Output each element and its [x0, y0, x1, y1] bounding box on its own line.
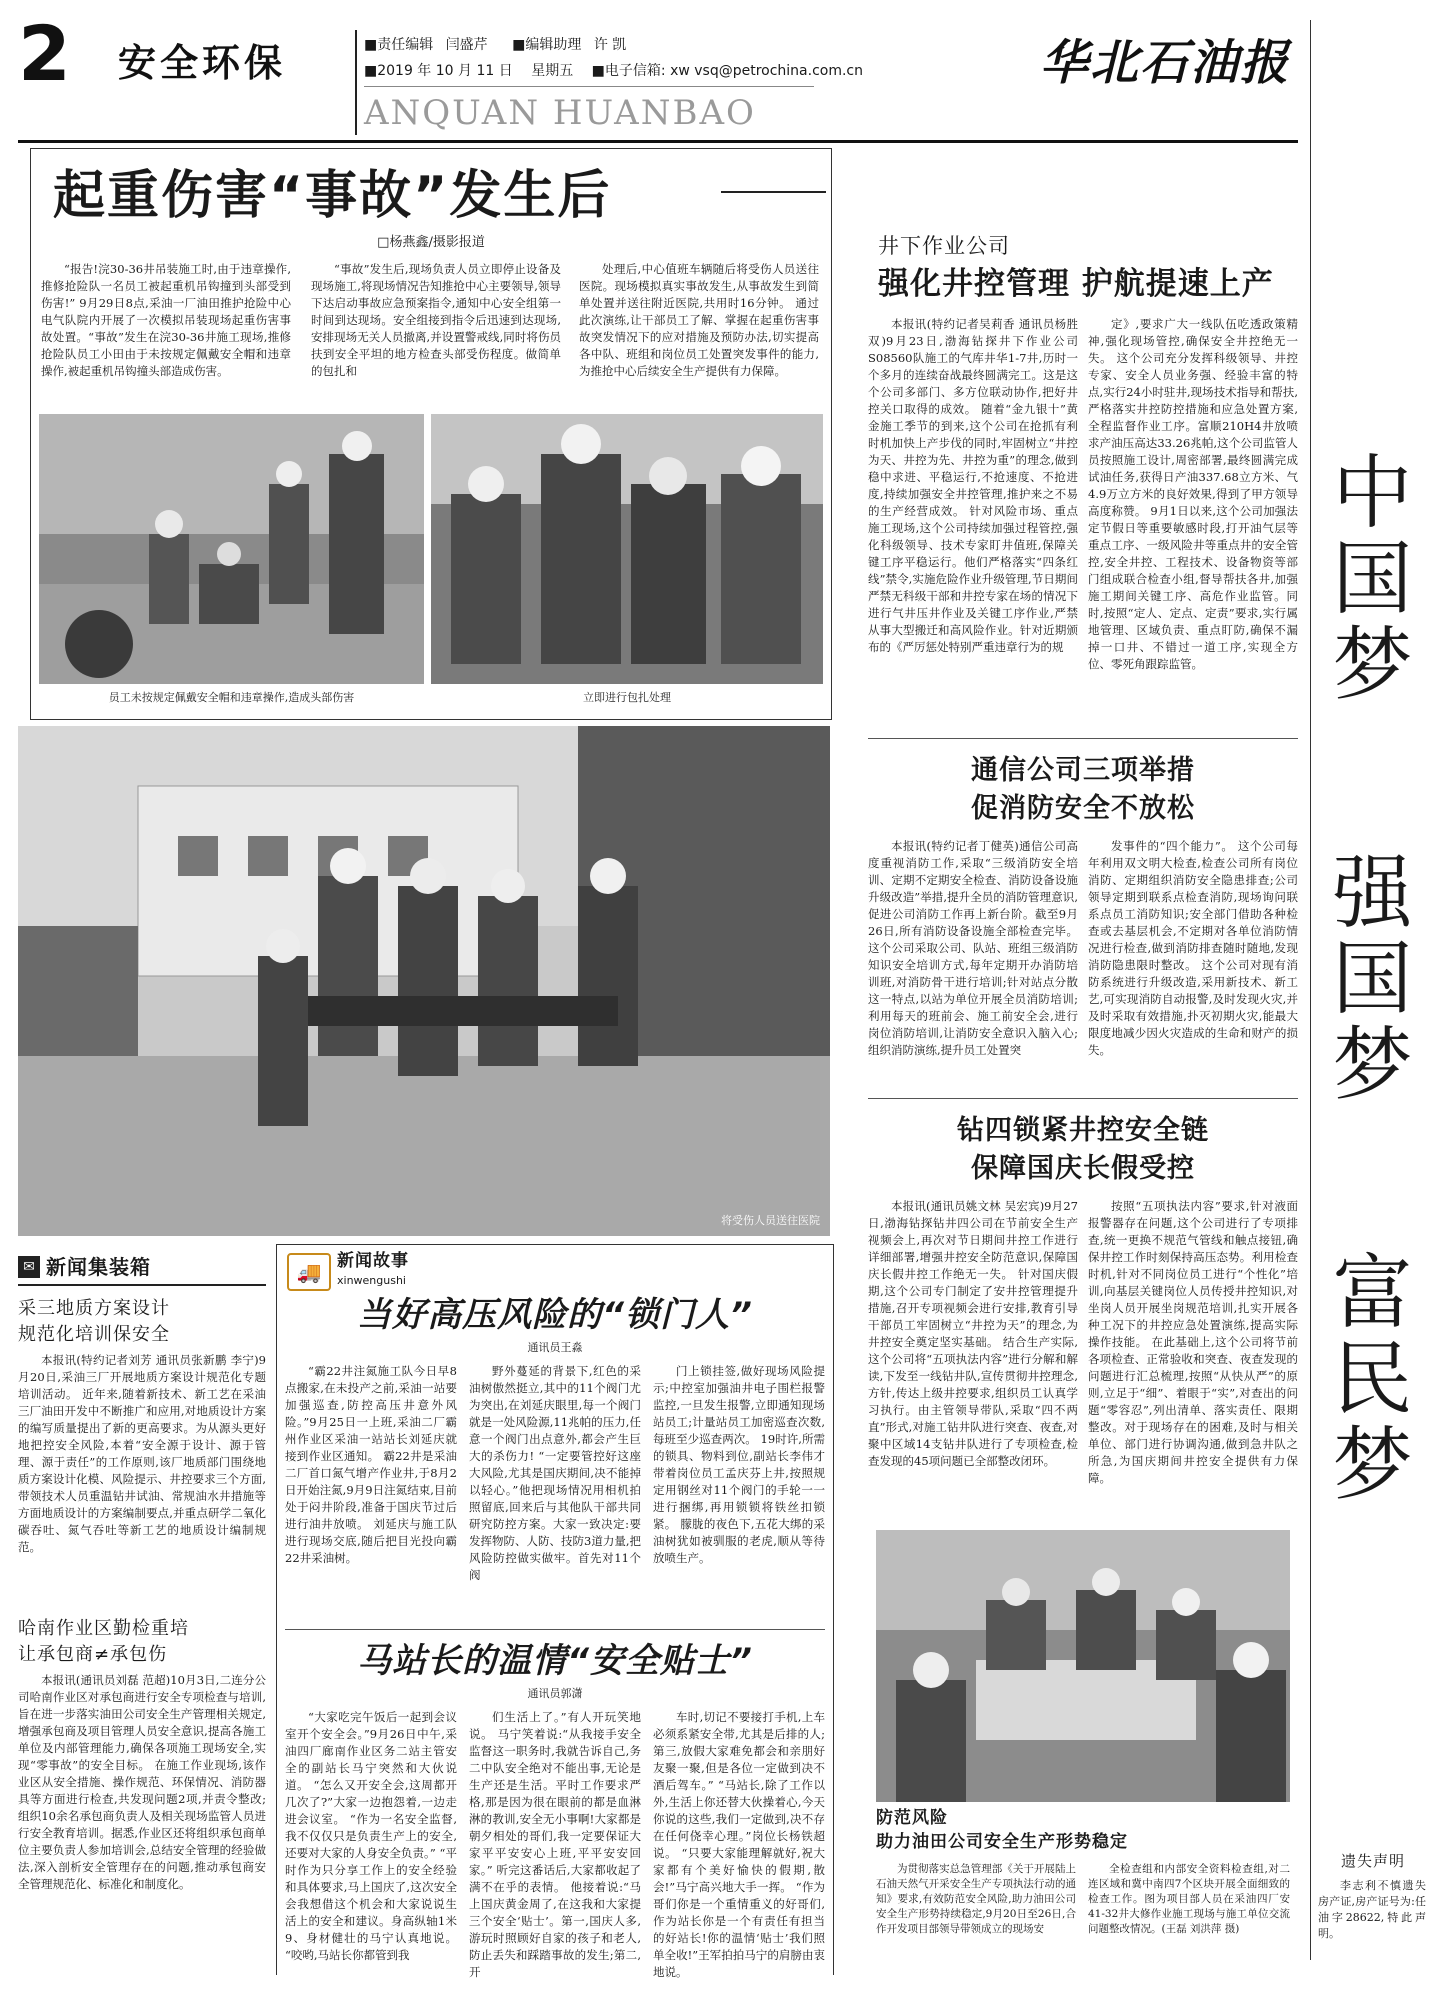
drill-headline-1: 钻四锁紧井控安全链 [957, 1115, 1209, 1146]
story-well [868, 232, 1298, 732]
notice-title: 遗失声明 [1340, 1852, 1405, 1870]
lost-notice [1310, 1850, 1430, 1960]
item1-title-2: 规范化培训保安全 [18, 1324, 170, 1345]
well-headline: 强化井控管理 护航提速上产 [878, 266, 1274, 302]
date-line [364, 60, 984, 80]
assistant-name: 许 凯 [593, 37, 627, 53]
photo-story-col-2: 全检查组和内部安全资料检查组,对二连区域和冀中南四7个区块开展全面细致的检查工作。图为项目部人员在采油四厂安41-32井大修作业施工现场与施工单位交流问题整改情况。(王磊 刘洪萍 摄) [1088, 1863, 1290, 1935]
item1-title-1: 采三地质方案设计 [18, 1298, 170, 1319]
photo-stretcher [18, 726, 830, 1236]
notice-body: 李志利不慎遗失房产证,房产证号为:任油字28622,特此声明。 [1318, 1879, 1426, 1940]
comm-col-2: 发事件的“四个能力”。 这个公司每年利用双文明大检查,检查公司所有岗位消防、定期组织消防安全隐患排查;公司领导定期到联系点检查消防,现场询问联系点员工消防知识;安全部门借助各种检查或去基层机会,不定期对各单位消防情况进行检查,做到消防排查随时随地,发现消防隐患限时整改。 这个公司对现有消防系统进行升级改造,采用新技术、新工艺,可实现消防自动报警,及时发现火灾,并及时采取有效措施,扑灭初期火灾,能最大限度地减少因火灾造成的生命和财产的损失。 [1088, 839, 1298, 1057]
comm-col-1: 本报讯(特约记者丁健英)通信公司高度重视消防工作,采取“三级消防安全培训、定期不定期安全检查、消防设备设施升级改造”举措,提升全员的消防管理意识,促进公司消防工作再上新台阶。截至9月26日,所有消防设备设施全部检查完毕。 这个公司采取公司、队站、班组三级消防知识安全培训方式,每年定期开办消防培训班,对消防骨干进行培训;针对站点分散这一特点,以站为单位开展全员消防培训;利用每天的班前会、施工前安全会,进行岗位消防培训,让消防安全意识入脑入心;组织消防演练,提升员工处置突 [868, 839, 1078, 1057]
news-story [276, 1244, 834, 1979]
editor-name: 闫盛芹 [445, 37, 488, 53]
story2-col-2: 们生活上了。”有人开玩笑地说。 马宁笑着说:“从我接手安全监督这一职务时,我就告诉自己,务二中队安全绝对不能出事,无论是生产还是生活。平时工作要求严格,那是因为很在眼前的都是血淋淋的教训,安全无小事啊!大家都是朝夕相处的哥们,我一定要保证大家平平安安心上班,平平安安回家。” 听完这番话后,大家都收起了满不在乎的表情。 他接着说:“马上国庆黄金周了,在这我和大家提三个安全‘贴士’。第一,国庆人多,游玩时照顾好自家的孩子和老人,防止丢失和踩踏事故的发生;第二,开 [469, 1710, 641, 1979]
lead-col-2: “事故”发生后,现场负责人员立即停止设备及现场施工,将现场情况告知推抢中心主要领导,领导下达启动事故应急预案指令,通知中心安全组第一时间到达现场。安全组接到指令后迅速到达现场,安排现场无关人员撤离,并设置警戒线,同时将伤员扶到安全平坦的地方检查头部受伤程度。做简单的包扎和 [311, 262, 561, 378]
story1-col-1: “霸22井注氮施工队今日早8点搬家,在未投产之前,采油一站要加强巡查,防控高压井意外风险。”9月25日一上班,采油二厂霸州作业区采油一站站长刘延庆就接到作业区通知。 霸22井是采油二厂首口氮气增产作业井,于8月2日开始注氮,9月9日注氮结束,目前处于闷井阶段,准备于国庆节过后进行油井放喷。 刘延庆与施工队进行现场交底,随后把目光投向霸22井采油树。 [285, 1364, 457, 1565]
story2-headline: 马站长的温情“安全贴士” [357, 1641, 753, 1681]
item2-title-1: 哈南作业区勤检重培 [18, 1618, 189, 1639]
badge-title: 新闻故事 [337, 1251, 409, 1271]
story1-col-2: 野外蔓延的背景下,红色的采油树傲然挺立,其中的11个阀门尤为突出,在刘延庆眼里,每一个阀门就是一处风险源,11兆帕的压力,任意一个阀门出点意外,都会产生巨大的杀伤力! “一定要管控好这座大风险,尤其是国庆期间,决不能掉以轻心。”他把现场情况用相机拍照留底,回来后与其他队干部共同研究防控方案。大家一致决定:要发挥物防、人防、技防3道力量,把风险防控做实做牢。首先对11个阀 [469, 1364, 641, 1582]
lead-col-1: “报告!浣30-36井吊装施工时,由于违章操作,推修抢险队一名员工被起重机吊钩撞到头部受到伤害!” 9月29日8点,采油一厂油田推护抢险中心电气队院内开展了一次模拟吊装现场起重伤害事故处置。“事故”发生在浣30-36井施工现场,推修抢险队员工小田由于未按规定佩戴安全帽和违章操作,被起重机吊钩撞头部造成伤害。 [41, 262, 291, 378]
story-comm [868, 752, 1298, 1092]
comm-headline-1: 通信公司三项举措 [971, 755, 1195, 786]
comm-headline-2: 促消防安全不放松 [971, 793, 1195, 824]
caption-injury: 员工未按规定佩戴安全帽和违章操作,造成头部伤害 [108, 691, 355, 704]
section-pinyin: ANQUAN HUANBAO [364, 93, 756, 133]
item2-body: 本报讯(通讯员刘磊 范超)10月3日,二连分公司哈南作业区对承包商进行安全专项检查与培训,旨在进一步落实油田公司安全生产管理相关规定,增强承包商及项目管理人员安全意识,提高各施工单位及内部管理能力,确保各项施工现场安全,实现“零事故”的安全目标。 在施工作业现场,该作业区从安全措施、操作规范、环保情况、消防器具等方面进行检查,共发现问题2项,并责令整改;组织10余名承包商负责人及相关现场监管人员进行安全教育培训。据悉,作业区还将组织承包商单位主要负责人参加培训会,总结安全管理的经验做法,深入剖析安全管理存在的问题,推动承包商安全管理规范化、标准化和制度化。 [18, 1673, 266, 1891]
truck-icon: 🚚 [287, 1253, 331, 1291]
lead-byline: □杨燕鑫/摄影报道 [377, 235, 485, 250]
story1-byline: 通讯员王淼 [527, 1341, 583, 1354]
weekday: 星期五 [531, 63, 574, 79]
story2-col-1: “大家吃完午饭后一起到会议室开个安全会。”9月26日中午,采油四厂廊南作业区务二站主管安全的副站长马宁突然和大伙说道。 “怎么又开安全会,这周都开几次了?”大家一边抱怨着,一边走进会议室。 “作为一名安全监督,我不仅仅只是负责生产上的安全,还要对大家的人身安全负责。” “平时作为只分享工作上的安全经验和具体要求,马上国庆了,这次安全会我想借这个机会和大家说说生活上的安全和建议。身高纵轴1米9、身材健壮的马宁认真地说。 “咬哟,马站长你都管到我 [285, 1710, 457, 1962]
paper-logo: 华北石油报 [1040, 35, 1291, 91]
photo-inspection [876, 1530, 1290, 1802]
photo-injury [39, 414, 424, 684]
editor-label: ■责任编辑 [364, 37, 434, 53]
drill-col-1: 本报讯(通讯员姚文林 吴宏宾)9月27日,渤海钻探钻井四公司在节前安全生产视频会上,再次对节日期间井控工作进行详细部署,增强井控安全防范意识,保障国庆长假井控工作绝无一失。 针对国庆假期,这个公司专门制定了安井控管理提升措施,召开专项视频会进行安排,教育引导干部员工牢固树立“井控为天”的理念,为井控安全奠定坚实基础。 结合生产实际,这个公司将“五项执法内容”进行分解和解读,下发至一线钻井队,宣传贯彻井控理念,方针,传达上级井控要求,组织员工认真学习执行。由主管领导带队,采取“四不两直”形式,对施工钻井队进行突查、夜查,对聚中区域14支钻井队进行了专项检查,检查发现的45项问题已全部整改闭环。 [868, 1199, 1078, 1468]
story1-col-3: 门上锁挂签,做好现场风险提示;中控室加强油井电子围栏报警监控,一旦发生报警,立即通知现场站员工;计量站员工加密巡查次数,每班至少巡查两次。 19时许,所需的锁具、物料到位,副站长李伟才带着岗位员工孟庆芬上井,按照规定用钢丝对11个阀门的手轮一一进行捆绑,再用锁锁将铁丝扣锁紧。 朦胧的夜色下,五花大绑的采油树犹如被驯服的老虎,顺从等待放喷生产。 [653, 1364, 825, 1565]
slogan-line-3: 富民梦 [1319, 1250, 1412, 1508]
well-kicker: 井下作业公司 [878, 234, 1010, 258]
news-box-title: 新闻集装箱 [46, 1255, 151, 1279]
slogan-line-1: 中国梦 [1319, 450, 1412, 708]
caption-stretcher: 将受伤人员送往医院 [721, 1214, 820, 1227]
slogan-column [1310, 20, 1431, 1960]
photo-story-headline-1: 防范风险 [876, 1808, 948, 1828]
masthead [0, 0, 1437, 140]
news-box-header [18, 1252, 266, 1282]
photo-story-headline-2: 助力油田公司安全生产形势稳定 [876, 1832, 1128, 1852]
item2-title-2: 让承包商≠承包伤 [18, 1644, 168, 1665]
story-photo-text [876, 1806, 1290, 1976]
drill-col-2: 按照“五项执法内容”要求,针对液面报警器存在问题,这个公司进行了专项排查,统一更换不规范气管线和触点接钮,确保井控工作时刻保持高压态势。利用检查时机,针对不同岗位员工进行“个性化”培训,向基层关键岗位人员传授井控知识,对坐岗人员开展坐岗规范培训,扎实开展各种工况下的井控应急处置演练,提高实际操作技能。 在此基础上,这个公司将节前各项检查、正常验收和突查、夜查发现的问题进行汇总梳理,按照“从快从严”的原则,立足于“细”、着眼于“实”,对查出的问题“零容忍”,列出清单、落实责任、限期整改。对于现场存在的困难,及时与相关单位、部门进行协调沟通,做到急井队之所急,为国庆期间井控安全提供有力保障。 [1088, 1199, 1298, 1485]
page-number: 2 [18, 9, 72, 98]
email-label: ■电子信箱: [591, 63, 666, 79]
section-title: 安全环保 [118, 41, 287, 85]
editor-line [364, 34, 964, 54]
news-box [18, 1244, 266, 1974]
caption-bandage: 立即进行包扎处理 [583, 691, 671, 704]
story1-headline: 当好高压风险的“锁门人” [357, 1295, 753, 1335]
lead-story [30, 148, 832, 720]
story2-col-3: 车时,切记不要接打手机,上车必须系紧安全带,尤其是后排的人;第三,放假大家难免都会和亲朋好友聚一聚,但是各位一定做到决不酒后驾车。” “马站长,除了工作以外,生活上你还替大伙操着心,今天你说的这些,我们一定做到,决不存在任何侥幸心理。”岗位长杨铁超说。 “只要大家能理解就好,祝大家都有个美好愉快的假期,散会!”马宁高兴地大手一挥。 “作为哥们你是一个重情重义的好哥们,作为站长你是一个有责任有担当的好站长!你的温情‘贴士’我们照单全收!”王军拍拍马宁的肩膀由衷地说。 [653, 1710, 825, 1979]
lead-col-3: 处理后,中心值班车辆随后将受伤人员送往医院。现场模拟真实事故发生,从事故发生到简单处置并送往附近医院,共用时16分钟。 通过此次演练,让干部员工了解、掌握在起重伤害事故突发情况下的应对措施及预防办法,切实提高各中队、班组和岗位员工处置突发事件的能力,为推抢中心后续安全生产提供有力保障。 [579, 262, 819, 378]
photo-story-col-1: 为贯彻落实总急管理部《关于开展陆上石油天然气开采安全生产专项执法行动的通知》要求,有效防范安全风险,助力油田公司安全生产形势持续稳定,9月20日至26日,合作开发项目部领导带领成立的现场安 [876, 1863, 1076, 1935]
date: ■2019 年 10 月 11 日 [364, 63, 513, 79]
story2-byline: 通讯员郭潇 [527, 1687, 583, 1700]
drill-headline-2: 保障国庆长假受控 [971, 1153, 1195, 1184]
news-box-icon: ✉ [18, 1256, 40, 1278]
email: xw vsq@petrochina.com.cn [670, 63, 863, 79]
badge-pinyin: xinwengushi [337, 1274, 406, 1287]
well-col-2: 定》,要求广大一线队伍吃透政策精神,强化现场管控,确保安全井控绝无一失。 这个公司充分发挥科级领导、井控专家、安全人员业务强、经验丰富的特点,实行24小时驻井,现场技术指导和帮扶,严格落实井控防控措施和应急处置方案,全程监督作业工序。富顺210H4井放喷求产油压高达33.26兆帕,这个公司监管人员按照施工设计,周密部署,最终圆满完成试油任务,获得日产油337.68立方米、气4.9万立方米的良好效果,得到了甲方领导高度称赞。 9月1日以来,这个公司加强法定节假日等重要敏感时段,打开油气层等重点工序、一级风险井等重点井的安全管控,安全井控、工程技术、设备物资等部门组成联合检查小组,督导帮扶各井,加强施工期间关键工序、高危作业监管。同时,按照“定人、定点、定责”要求,实行属地管理、区域负责、重点盯防,确保不漏掉一口井、不错过一道工序,实现全方位、零死角跟踪监管。 [1088, 317, 1298, 671]
lead-headline: 起重伤害“事故”发生后 [53, 166, 612, 226]
story-drill [868, 1112, 1298, 1522]
photo-bandage [431, 414, 823, 684]
well-col-1: 本报讯(特约记者吴莉香 通讯员杨胜双)9月23日,渤海钻探井下作业公司S08560队施工的气库井华1-7井,历时一个多月的连续奋战最终圆满完工。这是这个公司多部门、多方位联动协作,把好井控关口取得的成效。 随着“金九银十”黄金施工季节的到来,这个公司在抢抓有利时机加快上产步伐的同时,牢固树立“井控为天、井控为先、井控为重”的理念,做到稳中求进、平稳运行,不抢速度、不抢进度,持续加强安全井控管理,推护来之不易的生产经营成效。 针对风险市场、重点施工现场,这个公司持续加强过程管控,强化科级领导、技术专家盯井值班,保障关键工序平稳运行。他们严格落实“四条红线”禁令,实施危险作业升级管理,节日期间严禁无科级干部和井控专家在场的情况下进行气井压井作业及关键工序作业,严禁从事大型搬迁和高风险作业。针对近期颁布的《严厉惩处特别严重违章行为的规 [868, 317, 1078, 654]
assistant-label: ■编辑助理 [512, 37, 582, 53]
news-story-badge [287, 1249, 467, 1293]
slogan-line-2: 强国梦 [1319, 850, 1412, 1108]
item1-body: 本报讯(特约记者刘芳 通讯员张新鹏 李宁)9月20日,采油三厂开展地质方案设计规范化专题培训活动。 近年来,随着新技术、新工艺在采油三厂油田开发中不断推广和应用,对地质设计方案的编写质量提出了新的更高要求。为从源头更好地把控安全风险,本着“安全源于设计、源于管理、源于责任”的工作原则,该厂地质部门围绕地质方案设计化模、风险提示、井控要求三个方面,带领技术人员重温钻井试油、常规油水井措施等方面地质设计的方案编制要点,并重点研学二氧化碳吞吐、氮气吞吐等新工艺的地质设计编制规范。 [18, 1353, 266, 1554]
